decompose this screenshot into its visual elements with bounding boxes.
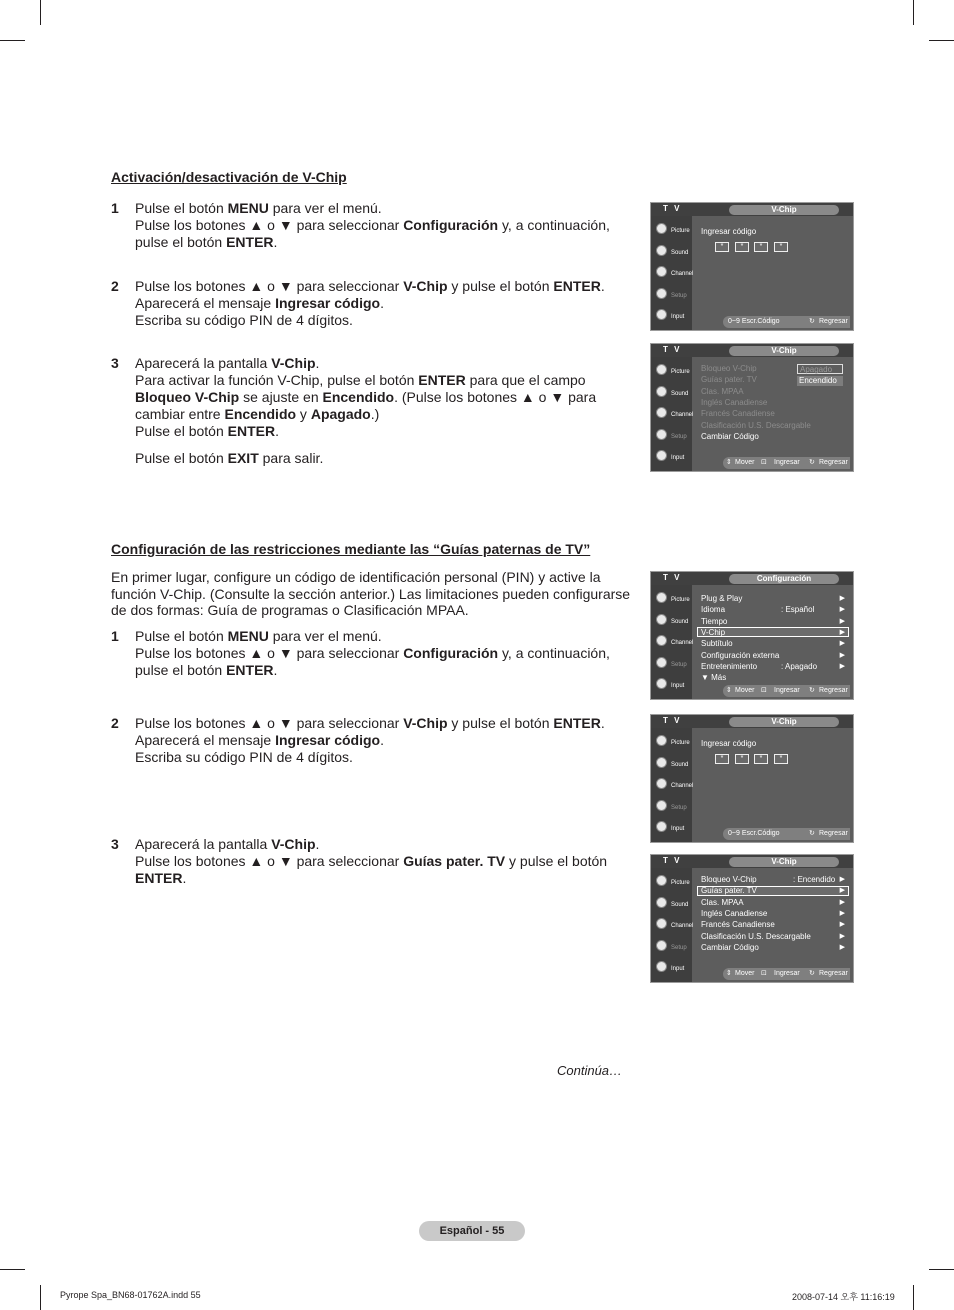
enter-icon: ⊡ [761,459,767,466]
chevron-right-icon: ▶ [839,617,845,625]
osd-footer [723,316,850,328]
osd-side-channel [653,405,694,423]
osd-menu-item: Inglés Canadiense [701,908,768,918]
osd-side-label: Picture [671,369,690,375]
pin-box: * [735,242,749,252]
osd-menu-item: Idioma [701,605,726,615]
picture-icon [656,592,667,603]
footer-hint: Ingresar [774,970,800,977]
footer-hint: Mover [735,687,755,694]
chevron-right-icon: ▶ [839,876,845,883]
osd-title: V-Chip [729,205,839,215]
osd-header [651,203,853,216]
osd-side-label: Input [671,826,685,832]
picture-icon [656,735,667,746]
osd-header [651,715,853,728]
input-icon [656,678,667,689]
text-line: Pulse el botón MENU para ver el menú. [135,628,382,644]
pin-box: * [754,242,768,252]
text-line: Pulse el botón ENTER. [135,423,279,439]
input-icon [656,309,667,320]
osd-sidebar [651,357,692,471]
osd-vchip-pin-screen [650,202,854,331]
osd-side-input [653,448,691,466]
osd-side-label: Setup [671,804,687,811]
osd-menu-item: Bloqueo V-Chip [701,364,757,373]
sound-icon [656,757,667,768]
osd-menu-item: Cambiar Código [701,942,759,952]
chevron-right-icon: ▶ [839,898,845,906]
step-text [135,355,615,440]
osd-side-picture [653,873,691,891]
text-line: Escriba su código PIN de 4 dígitos. [135,312,353,328]
osd-side-channel [653,633,694,651]
osd-side-picture [653,590,691,608]
osd-menu-item: Inglés Canadiense [701,398,768,407]
continue-text: Continúa… [557,1063,623,1078]
osd-tv-label: T V [663,856,682,865]
picture-icon [656,223,667,234]
footer-hint: Ingresar [774,459,800,466]
osd-prompt: Ingresar código [701,227,757,236]
osd-side-label: Channel [671,640,694,646]
text-line: función V-Chip. (Consulte la sección anterior.) Las limitaciones pueden configurarse [111,585,631,602]
step-text [135,200,615,251]
crop-mark [0,1269,25,1270]
osd-menu-item: ▼ Más [701,673,727,683]
osd-tv-label: T V [663,345,682,354]
osd-side-sound [653,895,691,913]
osd-side-label: Setup [671,433,687,440]
footer-hint: 0~9 Escr.Código [728,830,780,837]
crop-mark [40,0,41,25]
osd-side-sound [653,243,691,261]
step-number: 1 [111,628,119,644]
osd-sidebar [651,216,692,330]
footer-hint: Mover [735,970,755,977]
osd-footer [723,828,850,840]
step-number: 3 [111,355,119,371]
osd-side-label: Channel [671,271,694,277]
osd-header [651,572,853,585]
osd-menu-item: Bloqueo V-Chip [701,875,757,884]
osd-setup-menu-screen [650,571,854,700]
pin-box: * [715,242,729,252]
footer-hint: Regresar [819,970,848,977]
osd-side-label: Sound [671,249,689,256]
channel-icon [656,918,667,929]
step-number: 2 [111,278,119,294]
pin-box: * [715,754,729,764]
osd-footer [723,457,850,469]
osd-menu-item: Clas. MPAA [701,387,744,396]
chevron-right-icon: ▶ [839,921,845,929]
step-text [135,836,615,887]
text-line: Pulse los botones ▲ o ▼ para seleccionar Configuración y, a continuación, [135,645,610,661]
footer-hint: Mover [735,459,755,466]
osd-side-label: Setup [671,661,687,668]
osd-side-label: Picture [671,880,690,886]
osd-side-label: Setup [671,292,687,299]
text-line: cambiar entre Encendido y Apagado.) [135,406,380,422]
text-line: de dos formas: Guía de programas o Clasificación MPAA. [111,602,469,618]
osd-menu-item: Guías pater. TV [701,375,757,384]
text-line: pulse el botón ENTER. [135,234,278,250]
chevron-right-icon: ▶ [839,662,845,670]
osd-side-picture [653,221,691,239]
text-line: ENTER. [135,870,187,886]
osd-side-setup [653,427,691,445]
picture-icon [656,364,667,375]
osd-menu-item: Plug & Play [701,594,743,603]
crop-mark [929,1269,954,1270]
footer-hint: 0~9 Escr.Código [728,318,780,325]
osd-side-picture [653,362,691,380]
crop-mark [40,1285,41,1310]
osd-header [651,855,853,868]
crop-mark [0,40,25,41]
text-line: En primer lugar, configure un código de identificación personal (PIN) y active la [111,569,601,585]
channel-icon [656,266,667,277]
text-line: Aparecerá la pantalla V-Chip. [135,355,320,371]
osd-prompt: Ingresar código [701,739,757,748]
osd-side-sound [653,612,691,630]
osd-side-label: Input [671,314,685,320]
osd-side-setup [653,938,691,956]
osd-title: V-Chip [729,346,839,356]
exit-text: Pulse el botón EXIT para salir. [135,450,324,466]
step-text [135,278,615,329]
setup-icon [656,657,667,668]
sound-icon [656,897,667,908]
option-off: Apagado [797,364,843,374]
pin-box: * [774,242,788,252]
osd-header [651,344,853,357]
osd-side-setup [653,286,691,304]
osd-side-label: Sound [671,618,689,625]
setup-icon [656,288,667,299]
input-icon [656,450,667,461]
text-line: Pulse los botones ▲ o ▼ para seleccionar Configuración y, a continuación, [135,217,610,233]
osd-footer [723,968,850,980]
text-line: Aparecerá el mensaje Ingresar código. [135,732,384,748]
file-slug: Pyrope Spa_BN68-01762A.indd 55 [60,1290,201,1300]
option-on: Encendido [797,376,843,386]
osd-side-label: Input [671,455,685,461]
enter-icon: ⊡ [761,687,767,694]
osd-menu-item: Entretenimiento [701,661,758,671]
section-title: Activación/desactivación de V-Chip [111,169,347,185]
osd-footer [723,685,850,697]
text-line: pulse el botón ENTER. [135,662,278,678]
osd-menu-item: Cambiar Código [701,432,759,441]
move-icon: ⇕ [726,459,732,466]
text-line: Pulse los botones ▲ o ▼ para seleccionar V-Chip y pulse el botón ENTER. [135,715,605,731]
osd-menu-item: Francés Canadiense [701,409,775,418]
osd-side-label: Channel [671,923,694,929]
osd-tv-label: T V [663,716,682,725]
move-icon: ⇕ [726,970,732,977]
sound-icon [656,245,667,256]
chevron-right-icon: ▶ [839,651,845,659]
osd-vchip-pin-screen [650,714,854,843]
osd-title: V-Chip [729,717,839,727]
setup-icon [656,940,667,951]
osd-side-label: Setup [671,944,687,951]
footer-hint: Regresar [819,318,848,325]
footer-hint: Regresar [819,830,848,837]
osd-menu-value: : Español [781,605,815,615]
step-text [135,715,615,766]
chevron-right-icon: ▶ [839,943,845,951]
crop-mark [913,1285,914,1310]
osd-menu-item: Clasificación U.S. Descargable [701,931,811,941]
osd-side-label: Sound [671,761,689,768]
osd-side-channel [653,916,694,934]
osd-menu-item: Configuración externa [701,650,780,660]
crop-mark [913,0,914,25]
osd-side-setup [653,798,691,816]
return-icon: ↻ [809,970,815,977]
crop-mark [929,40,954,41]
return-icon: ↻ [809,318,815,325]
step-number: 2 [111,715,119,731]
step-text [135,628,615,679]
section-title: Configuración de las restricciones mediante las “Guías paternas de TV” [111,541,591,557]
osd-side-sound [653,384,691,402]
text-line: Pulse los botones ▲ o ▼ para seleccionar V-Chip y pulse el botón ENTER. [135,278,605,294]
enter-icon: ⊡ [761,970,767,977]
input-icon [656,821,667,832]
text-line: Aparecerá el mensaje Ingresar código. [135,295,384,311]
osd-side-label: Picture [671,740,690,746]
osd-side-sound [653,755,691,773]
osd-menu-item: V-Chip [701,627,726,637]
osd-side-channel [653,776,694,794]
osd-side-label: Channel [671,783,694,789]
input-icon [656,961,667,972]
osd-menu-item: Guías pater. TV [701,886,757,896]
osd-side-picture [653,733,691,751]
osd-tv-label: T V [663,204,682,213]
chevron-right-icon: ▶ [839,606,845,614]
intro-paragraph [111,569,631,619]
chevron-right-icon: ▶ [839,932,845,940]
text-line: Para activar la función V-Chip, pulse el botón ENTER para que el campo [135,372,586,388]
osd-side-label: Input [671,966,685,972]
return-icon: ↻ [809,459,815,466]
osd-menu-item: Clas. MPAA [701,897,744,907]
text-line: Aparecerá la pantalla V-Chip. [135,836,320,852]
osd-menu-item: Tiempo [701,616,728,626]
osd-side-channel [653,264,694,282]
channel-icon [656,635,667,646]
move-icon: ⇕ [726,687,732,694]
page-number-badge: Español - 55 [419,1221,525,1241]
return-icon: ↻ [809,830,815,837]
chevron-right-icon: ▶ [839,887,845,895]
osd-vchip-lock-screen [650,343,854,472]
setup-icon [656,429,667,440]
osd-side-setup [653,655,691,673]
chevron-right-icon: ▶ [839,628,845,636]
osd-menu-item: Clasificación U.S. Descargable [701,421,811,430]
osd-menu-item: Subtítulo [701,639,733,649]
step-number: 1 [111,200,119,216]
pin-box: * [754,754,768,764]
osd-side-label: Sound [671,901,689,908]
text-line: Escriba su código PIN de 4 dígitos. [135,749,353,765]
osd-sidebar [651,585,692,699]
osd-sidebar [651,868,692,982]
osd-side-label: Channel [671,412,694,418]
footer-hint: Regresar [819,687,848,694]
osd-side-label: Picture [671,228,690,234]
chevron-right-icon: ▶ [839,595,845,602]
footer-hint: Regresar [819,459,848,466]
sound-icon [656,614,667,625]
osd-vchip-menu-screen [650,854,854,983]
osd-menu-value: : Apagado [781,661,818,671]
step-number: 3 [111,836,119,852]
osd-tv-label: T V [663,573,682,582]
chevron-right-icon: ▶ [839,640,845,648]
sound-icon [656,386,667,397]
text-line: Pulse el botón MENU para ver el menú. [135,200,382,216]
pin-box: * [735,754,749,764]
return-icon: ↻ [809,687,815,694]
osd-side-input [653,307,691,325]
chevron-right-icon: ▶ [839,909,845,917]
osd-sidebar [651,728,692,842]
osd-title: Configuración [729,574,839,584]
setup-icon [656,800,667,811]
channel-icon [656,407,667,418]
footer-hint: Ingresar [774,687,800,694]
osd-menu-item: Francés Canadiense [701,920,775,930]
osd-side-input [653,676,691,694]
osd-side-input [653,959,691,977]
text-line: Pulse los botones ▲ o ▼ para seleccionar Guías pater. TV y pulse el botón [135,853,608,869]
osd-side-label: Picture [671,597,690,603]
pin-box: * [774,754,788,764]
osd-menu-value: : Encendido [793,875,836,884]
date-slug: 2008-07-14 오후 11:16:19 [792,1292,895,1302]
channel-icon [656,778,667,789]
osd-title: V-Chip [729,857,839,867]
text-line: Bloqueo V-Chip se ajuste en Encendido. (Pulse los botones ▲ o ▼ para [135,389,597,405]
osd-side-label: Input [671,683,685,689]
osd-side-label: Sound [671,390,689,397]
picture-icon [656,875,667,886]
osd-side-input [653,819,691,837]
